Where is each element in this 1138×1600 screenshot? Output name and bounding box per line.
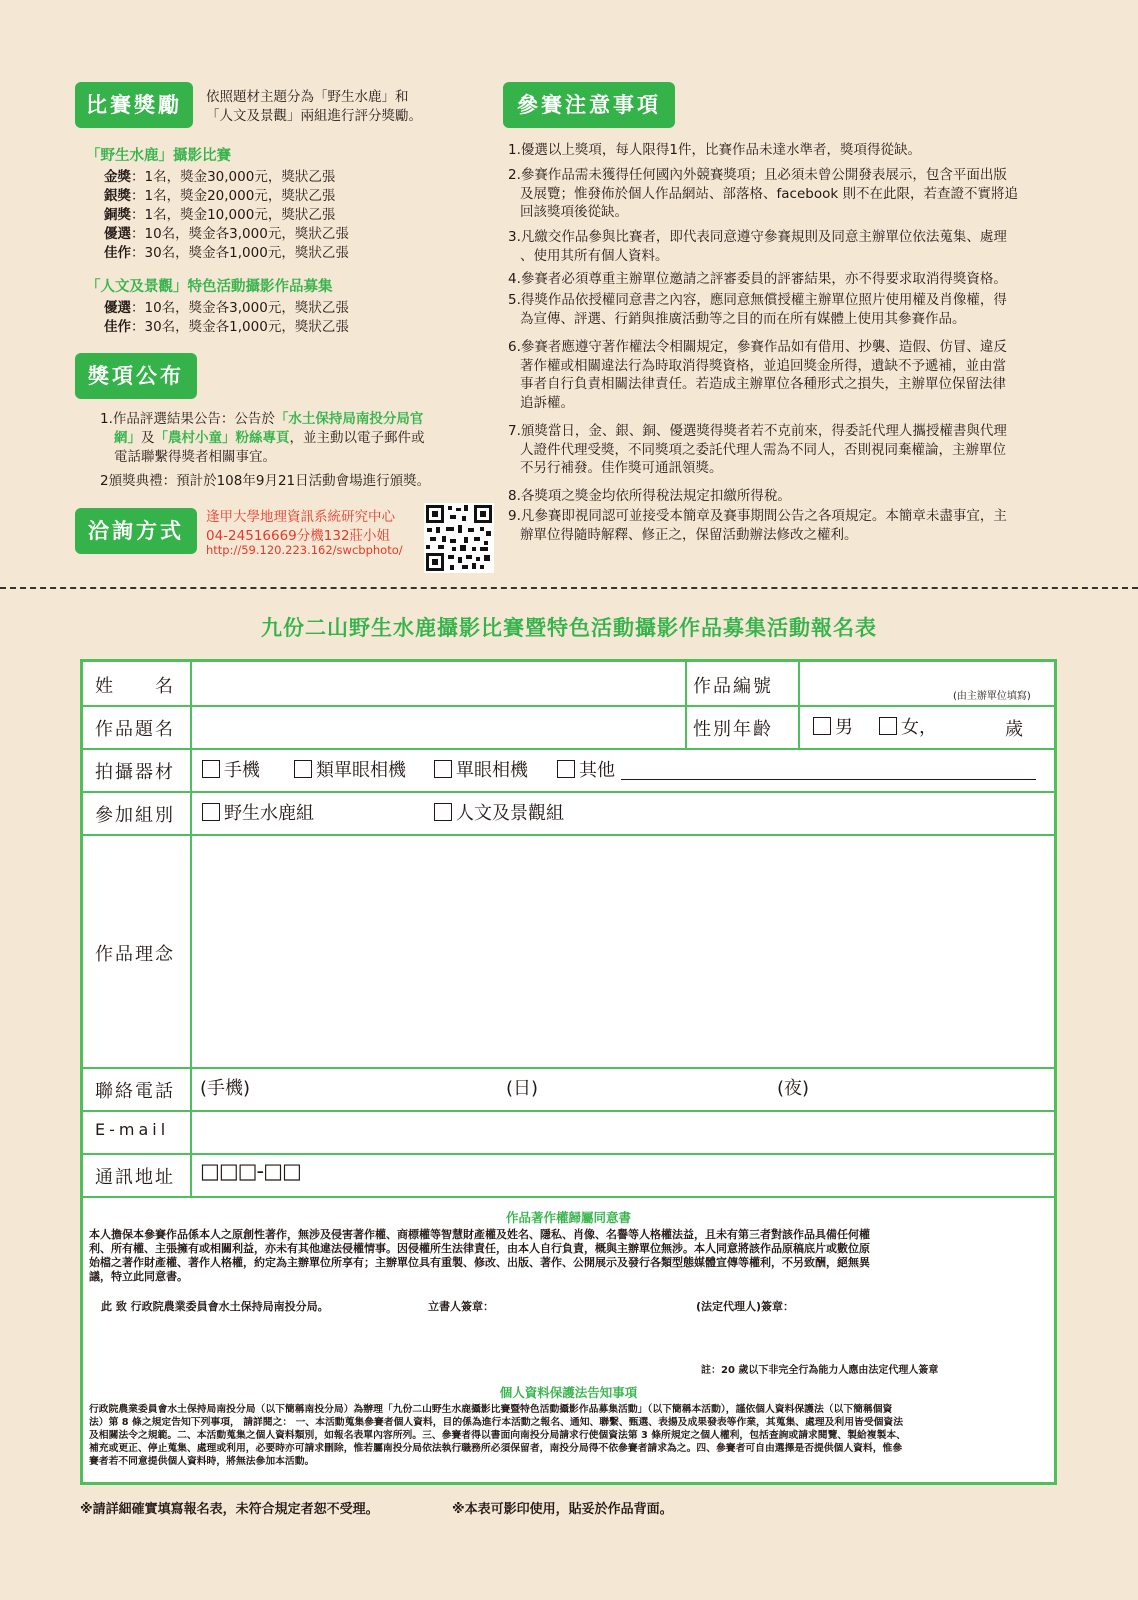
equipment-other-checkbox[interactable] bbox=[557, 756, 615, 782]
female-checkbox[interactable] bbox=[879, 713, 937, 739]
col-divider bbox=[798, 662, 800, 748]
prize-name: 佳作 bbox=[104, 245, 131, 261]
equipment-dslr-checkbox[interactable] bbox=[434, 756, 528, 782]
rule-line: 追訴權。 bbox=[520, 394, 574, 411]
contact-url[interactable]: http://59.120.223.162/swcbphoto/ bbox=[206, 543, 403, 557]
rule-line: 及展覽；惟發佈於個人作品網站、部落格、facebook 則不在此限，若查證不實將追 bbox=[520, 185, 1018, 202]
row-divider bbox=[83, 748, 1054, 750]
gender-age-label: 性別年齡 bbox=[693, 719, 773, 740]
prize-text: ：30名，獎金各1,000元，獎狀乙張 bbox=[131, 245, 349, 261]
rule-line: 回該獎項後從缺。 bbox=[520, 204, 628, 220]
wild-deer-prize-list bbox=[104, 168, 349, 263]
age-note: 註：20 歲以下非完全行為能力人應由法定代理人簽章 bbox=[701, 1365, 939, 1376]
clause-line: 行政院農業委員會水土保持局南投分局（以下簡稱南投分局）為辦理「九份二山野生水鹿攝影比賽暨特色活動攝影作品募集活動」（以下簡稱本活動），謹依個人資料保護法（以下簡稱個資 bbox=[89, 1404, 893, 1415]
rule-item bbox=[508, 487, 1068, 506]
contact-org: 逢甲大學地理資訊系統研究中心 bbox=[206, 509, 395, 525]
option-label: 其他 bbox=[579, 760, 615, 781]
rule-item bbox=[508, 338, 1068, 412]
email-field[interactable] bbox=[192, 1112, 1054, 1152]
rule-line: 、使用其所有個人資料。 bbox=[520, 247, 669, 264]
clause-line: 補充或更正、停止蒐集、處理或利用，必要時亦可請求刪除，惟若屬南投分局依法執行職務所必須保留者，南投分局得不依參賽者請求為之。四、參賽者可自由選擇是否提供個人資料，惟參 bbox=[89, 1443, 903, 1454]
prize-name: 銀獎 bbox=[104, 188, 131, 204]
wild-deer-group-title: 「野生水鹿」攝影比賽 bbox=[86, 148, 231, 164]
option-label: 單眼相機 bbox=[456, 760, 528, 781]
signer-signature[interactable]: 立書人簽章： bbox=[428, 1300, 494, 1313]
rule-line: 不另行補發。佳作獎可通訊領獎。 bbox=[520, 460, 723, 476]
rule-item bbox=[508, 166, 1068, 222]
rule-item bbox=[508, 141, 1068, 160]
rule-line: 人證件代理受獎，不同獎項之委託代理人需為不同人，否則視同棄權論，主辦單位 bbox=[520, 441, 1006, 458]
prize-name: 佳作 bbox=[104, 319, 131, 335]
rule-line: 5.得獎作品依授權同意書之內容，應同意無償授權主辦單位照片使用權及肖像權，得 bbox=[508, 292, 1007, 308]
clause-line: 利、所有權、主張擁有或相關利益，亦未有其他違法侵權情事。因侵權所生法律責任，由本人自行負責，概與主辦單位無涉。本人同意將該作品原稿底片或數位原 bbox=[89, 1242, 870, 1255]
announce-text-2: ，並主動以電子郵件或 bbox=[289, 430, 425, 446]
prize-text: ：1名，獎金20,000元，獎狀乙張 bbox=[131, 188, 336, 204]
contact-phone: 04-24516669分機132莊小姐 bbox=[206, 528, 391, 544]
clause-line: 賽者若不同意提供個人資料時，將無法參加本活動。 bbox=[89, 1456, 315, 1467]
work-title-field[interactable] bbox=[192, 707, 684, 747]
awards-intro bbox=[206, 88, 422, 126]
rules-badge: 參賽注意事項 bbox=[503, 82, 675, 128]
rule-line: 事者自行負責相關法律責任。若造成主辦單位各種形式之損失，主辦單位保留法律 bbox=[520, 376, 1006, 392]
equipment-label: 拍攝器材 bbox=[95, 762, 175, 783]
rule-line: 著作權或相關違法行為時取消得獎資格，並追回獎金所得，遺缺不予遞補，並由當 bbox=[520, 357, 1006, 374]
qr-code-icon bbox=[424, 503, 494, 573]
rule-item bbox=[508, 270, 1068, 289]
prize-text: ：10名，獎金各3,000元，獎狀乙張 bbox=[131, 300, 349, 316]
night-phone-field[interactable]: (夜) bbox=[777, 1078, 810, 1099]
option-label: 類單眼相機 bbox=[316, 760, 406, 781]
rule-item bbox=[508, 228, 1068, 265]
clause-line: 及相關法令之規範。二、本活動蒐集之個人資料類別，如報名表單內容所列。三、參賽者得以書面向南投分局請求行使個資法第 3 條所規定之個人權利，包括查詢或請求閱覽、製給複製本、 bbox=[89, 1430, 906, 1441]
rule-item bbox=[508, 291, 1068, 328]
prize-row bbox=[104, 187, 349, 206]
prize-text: ：1名，獎金30,000元，獎狀乙張 bbox=[131, 169, 336, 185]
rule-line: 為宣傳、評選、行銷與推廣活動等之目的而在所有媒體上使用其參賽作品。 bbox=[520, 310, 966, 327]
row-divider bbox=[83, 1153, 1054, 1155]
rule-line: 8.各獎項之獎金均依所得稅法規定扣繳所得稅。 bbox=[508, 488, 791, 504]
rule-line: 7.頒獎當日，金、銀、銅、優選獎得獎者若不克前來，得委託代理人攜授權書與代理 bbox=[508, 423, 1007, 439]
other-equipment-line[interactable] bbox=[621, 779, 1036, 780]
announce-item-1 bbox=[100, 410, 480, 467]
option-label: 手機 bbox=[224, 760, 260, 781]
privacy-title: 個人資料保護法告知事項 bbox=[499, 1385, 638, 1400]
prize-row bbox=[104, 206, 349, 225]
age-unit: 歲 bbox=[1005, 719, 1023, 740]
work-number-label: 作品編號 bbox=[693, 676, 773, 697]
name-field[interactable] bbox=[192, 664, 684, 704]
recipient-line: 此 致 行政院農業委員會水土保持局南投分局。 bbox=[101, 1300, 329, 1313]
copyright-title: 作品著作權歸屬同意書 bbox=[505, 1210, 631, 1225]
awards-intro-line1: 依照題材主題分為「野生水鹿」和 bbox=[206, 89, 409, 105]
clause-line: 始檔之著作財產權、著作人格權，約定為主辦單位所享有；主辦單位具有重製、修改、出版、著作、公開展示及發行各類型態媒體宣傳等權利，不另致酬，絕無異 bbox=[89, 1256, 870, 1269]
prize-text: ：10名，獎金各3,000元，獎狀乙張 bbox=[131, 226, 349, 242]
culture-prize-list bbox=[104, 299, 349, 337]
rule-item bbox=[508, 507, 1068, 544]
clause-line: 本人擔保本參賽作品係本人之原創性著作，無涉及侵害著作權、商標權等智慧財產權及姓名、隱私、肖像、名譽等人格權法益，且未有第三者對該作品具備任何權 bbox=[89, 1228, 870, 1241]
culture-group-title: 「人文及景觀」特色活動攝影作品募集 bbox=[86, 279, 333, 295]
prize-row bbox=[104, 299, 349, 318]
equipment-mirrorless-checkbox[interactable] bbox=[294, 756, 406, 782]
swcb-website-link-cont[interactable]: 網」 bbox=[114, 430, 141, 446]
prize-name: 銅獎 bbox=[104, 207, 131, 223]
prize-name: 金獎 bbox=[104, 169, 131, 185]
prize-row bbox=[104, 244, 349, 263]
work-title-label: 作品題名 bbox=[95, 719, 175, 740]
agent-signature[interactable]: (法定代理人)簽章： bbox=[696, 1300, 795, 1313]
contact-badge: 洽詢方式 bbox=[75, 508, 197, 554]
rule-line: 6.參賽者應遵守著作權法令相關規定，參賽作品如有借用、抄襲、造假、仿冒、違反 bbox=[508, 339, 1007, 355]
rule-line: 3.凡繳交作品參與比賽者，即代表同意遵守參賽規則及同意主辦單位依法蒐集、處理 bbox=[508, 229, 1007, 245]
announce-badge: 獎項公布 bbox=[75, 353, 197, 399]
announce-item-2: 2頒獎典禮：預計於108年9月21日活動會場進行頒獎。 bbox=[100, 473, 431, 489]
checkbox-icon bbox=[557, 760, 575, 778]
checkbox-icon bbox=[434, 803, 452, 821]
checkbox-icon bbox=[434, 760, 452, 778]
address-field[interactable]: □□□-□□ bbox=[200, 1159, 301, 1183]
swcb-website-link[interactable]: 「水土保持局南投分局官 bbox=[274, 411, 424, 427]
copyright-text bbox=[89, 1228, 1049, 1284]
checkbox-icon bbox=[202, 803, 220, 821]
prize-row bbox=[104, 225, 349, 244]
phone-label: 聯絡電話 bbox=[95, 1081, 175, 1102]
prize-text: ：30名，獎金各1,000元，獎狀乙張 bbox=[131, 319, 349, 335]
col-divider bbox=[685, 662, 687, 748]
footer-note-2: ※本表可影印使用，貼妥於作品背面。 bbox=[452, 1502, 673, 1517]
clause-line: 法）第 8 條之規定告知下列事項， 請詳閱之： 一、本活動蒐集參賽者個人資料，目的係為進行本活動之報名、通知、聯繫、甄選、表揚及成果發表等作業，其蒐集、處理及利用皆受個資法 bbox=[89, 1417, 904, 1428]
concept-label: 作品理念 bbox=[95, 944, 175, 965]
option-label: 人文及景觀組 bbox=[456, 803, 564, 824]
row-divider bbox=[83, 1196, 1054, 1198]
rule-line: 9.凡參賽即視同認可並接受本簡章及賽事期間公告之各項規定。本簡章未盡事宜，主 bbox=[508, 508, 1007, 524]
row-divider bbox=[83, 1067, 1054, 1069]
work-number-note: (由主辦單位填寫) bbox=[953, 691, 1031, 702]
prize-name: 優選 bbox=[104, 300, 131, 316]
checkbox-icon bbox=[202, 760, 220, 778]
prize-row bbox=[104, 318, 349, 337]
rule-line: 辦單位得隨時解釋、修正之，保留活動辦法修改之權利。 bbox=[520, 526, 858, 543]
rule-line: 2.參賽作品需未獲得任何國內外競賽獎項；且必須未曾公開發表展示，包含平面出版 bbox=[508, 167, 1007, 183]
group-culture-checkbox[interactable] bbox=[434, 799, 564, 825]
group-label: 參加組別 bbox=[95, 805, 175, 826]
rule-item bbox=[508, 422, 1068, 478]
checkbox-icon bbox=[813, 717, 831, 735]
checkbox-icon bbox=[294, 760, 312, 778]
option-label: 野生水鹿組 bbox=[224, 803, 314, 824]
checkbox-icon bbox=[879, 717, 897, 735]
equipment-phone-checkbox[interactable] bbox=[202, 756, 260, 782]
row-divider bbox=[83, 791, 1054, 793]
announce-text: 1.作品評選結果公告：公告於 bbox=[100, 411, 275, 427]
concept-field[interactable] bbox=[192, 836, 1054, 1066]
registration-form bbox=[80, 659, 1057, 1485]
day-phone-field[interactable]: (日) bbox=[506, 1078, 539, 1099]
email-label: E-mail bbox=[95, 1120, 170, 1139]
privacy-text bbox=[89, 1403, 1049, 1468]
mobile-phone-field[interactable]: (手機) bbox=[200, 1078, 251, 1099]
prize-text: ：1名，獎金10,000元，獎狀乙張 bbox=[131, 207, 336, 223]
form-title: 九份二山野生水鹿攝影比賽暨特色活動攝影作品募集活動報名表 bbox=[261, 616, 877, 640]
clause-line: 議，特立此同意書。 bbox=[89, 1270, 188, 1283]
address-label: 通訊地址 bbox=[95, 1167, 175, 1188]
footer-note-1: ※請詳細確實填寫報名表，未符合規定者恕不受理。 bbox=[80, 1502, 379, 1517]
announce-text-3: 電話聯繫得獎者相關事宜。 bbox=[114, 449, 276, 465]
rule-line: 1.優選以上獎項，每人限得1件，比賽作品未達水準者，獎項得從缺。 bbox=[508, 142, 921, 158]
awards-badge: 比賽獎勵 bbox=[75, 82, 193, 128]
prize-row bbox=[104, 168, 349, 187]
rule-line: 4.參賽者必須尊重主辦單位邀請之評審委員的評審結果，亦不得要求取消得獎資格。 bbox=[508, 271, 1007, 287]
name-label: 姓 名 bbox=[95, 676, 175, 697]
announce-and: 及 bbox=[141, 430, 155, 446]
awards-intro-line2: 「人文及景觀」兩組進行評分獎勵。 bbox=[206, 108, 422, 124]
group-deer-checkbox[interactable] bbox=[202, 799, 314, 825]
male-checkbox[interactable] bbox=[813, 713, 853, 739]
female-label: 女， bbox=[901, 717, 937, 738]
prize-name: 優選 bbox=[104, 226, 131, 242]
male-label: 男 bbox=[835, 717, 853, 738]
cut-line bbox=[0, 587, 1138, 589]
facebook-fanpage-link[interactable]: 「農村小童」粉絲專頁 bbox=[154, 430, 290, 446]
